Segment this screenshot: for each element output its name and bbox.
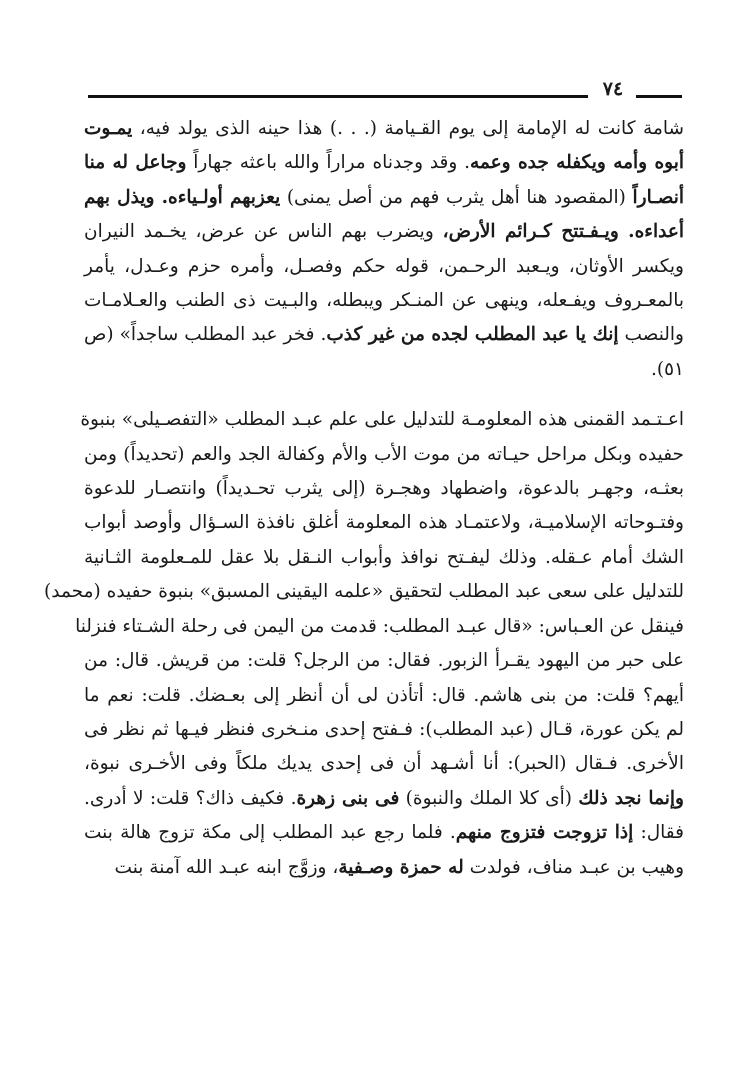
text-line [84,506,684,540]
text-line [84,146,684,180]
text-line [84,284,684,318]
page-number: ٧٤ [602,78,624,100]
text-run: وهيب بن عبـد مناف، فولدت [463,856,684,878]
bold-run: إنك يا عبد المطلب لجده من غير كذب [326,324,619,346]
text-run: ويكسر الأوثان، ويـعبد الرحـمن، قوله حكم وفصـل، وأمره حزم وعـدل، يأمر [84,255,684,277]
text-line [84,472,684,506]
bold-run: وجاعل له منا [84,152,187,174]
text-run: فينقل عن العـباس: «قال عبـد المطلب: قدمت من اليمن فى رحلة الشـتاء فنزلنا [75,615,684,637]
text-run: بعثـه، وجهـر بالدعوة، واضطهاد وهجـرة (إلى يثرب تحـديداً) وانتصـار للدعوة [84,478,684,500]
text-run: للتدليل على سعى عبد المطلب لتحقيق «علمه اليقينى المسبق» بنبوة حفيده (محمد) [44,581,684,603]
text-run: ، وزوَّج ابنه عبـد الله آمنة بنت [114,856,339,878]
text-line [84,250,684,284]
text-line [84,851,684,885]
bold-run: فى بنى زهرة [296,787,400,809]
text-run: الشك أمام عـقله. وذلك ليفـتح نوافذ وأبواب النـقل بلا عقل للمـعلومة الثـانية [84,546,684,568]
header-rule-long [88,95,588,98]
bold-run: له حمزة وصـفية [338,856,464,878]
bold-run: أنصـاراً [632,186,684,208]
text-run: . فلما رجع عبد المطلب إلى مكة تزوج هالة بنت [84,822,456,844]
text-run: اعـتـمد القمنى هذه المعلومـة للتدليل على علم عبـد المطلب «التفصـيلى» بنبوة [80,409,684,431]
text-run: بالمعـروف ويفـعله، وينهى عن المنـكر ويبطله، والبـيت ذى الطنب والعـلامـات [84,290,684,312]
paragraph [84,112,684,387]
header-rule-short [636,95,682,98]
text-run: أيهم؟ قلت: من بنى هاشم. قال: أتأذن لى أن أنظر إلى بعـضك. قلت: نعم ما [84,684,684,706]
text-line [80,403,684,437]
text-run: ويضرب بهم الناس عن عرض، يخـمد النيران [84,221,443,243]
text-line [84,541,684,575]
text-run: والنصب [618,324,684,346]
text-line [75,610,684,644]
text-line [84,782,684,816]
text-line [84,816,684,850]
bold-run: أبوه وأمه ويكفله جده وعمه [470,152,684,174]
text-line [84,318,684,352]
bold-run: يمـوت [84,118,133,139]
body-text [44,112,684,885]
text-run: . فخر عبد المطلب ساجداً» (ص [84,324,327,346]
text-run: شامة كانت له الإمامة إلى يوم القـيامة (. . .) هذا حينه الذى يولد فيه، [132,118,684,139]
text-run: لم يكن عورة، قـال (عبد المطلب): فـفتح إحدى منـخرى فنظر فيـها ثم نظر فى [84,718,684,740]
text-line [84,644,684,678]
bold-run: أعداءه. ويـفـتتح كـرائم الأرض، [442,221,684,243]
text-line [84,215,684,249]
bold-run: وإنما نجد ذلك [578,787,684,809]
text-run: على حبر من اليهود يقـرأ الزبور. فقال: من الرجل؟ قلت: من قريش. قال: من [84,650,684,672]
text-line [84,713,684,747]
text-run: . وقد وجدناه مراراً والله باعثه جهاراً [186,152,471,174]
text-run: (أى كلا الملك والنبوة) [399,787,579,809]
text-run: فقال: [633,822,684,844]
text-run: ٥١). [651,358,684,380]
text-line [84,181,684,215]
paragraph [44,403,684,885]
text-run: الأخرى. فـقال (الحبر): أنا أشـهد أن فى إحدى يديك ملكاً وفى الأخـرى نبوة، [84,753,684,775]
text-run: وفتـوحاته الإسلاميـة، ولاعتمـاد هذه المعلومة أغلق نافذة السـؤال وأوصد أبواب [84,512,684,534]
text-line [84,679,684,713]
text-line [44,575,684,609]
page-header [88,78,682,100]
text-run: حفيده وبكل مراحل حيـاته من موت الأب والأم وكفالة الجد والعم (تحديداً) ومن [84,443,684,465]
text-line [84,438,684,472]
text-line [84,353,684,387]
text-run: (المقصود هنا أهل يثرب فهم من أصل يمنى) [280,186,633,208]
bold-run: يعزبهم أولـياءه. ويذل بهم [84,186,281,208]
text-line [84,747,684,781]
text-run: . فكيف ذاك؟ قلت: لا أدرى. [84,787,297,809]
text-line [84,112,684,146]
bold-run: إذا تزوجت فتزوج منهم [455,822,634,844]
